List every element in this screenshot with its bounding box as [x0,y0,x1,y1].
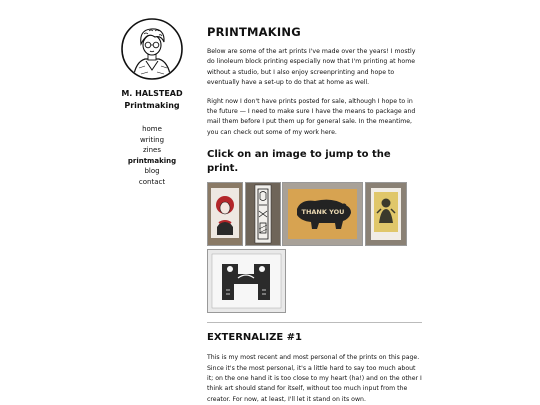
nav-contact[interactable]: contact [138,177,166,186]
section-divider [207,322,422,323]
intro-paragraph: Below are some of the art prints I've made over the years! I mostly do linoleum block printing especially now that I'm printing at home without a studio, but I also enjoy screenprinting and hope to eventually have a set-up to do that at home as well. [207,48,416,87]
main-nav [112,124,192,188]
gallery-heading: Click on an image to jump to the print. [207,149,391,175]
nav-printmaking[interactable]: printmaking [127,156,177,165]
nav-blog[interactable]: blog [144,167,160,176]
intro-paragraph-2: Right now I don't have prints posted for sale, although I hope to in the future — I need to make sure I have the means to package and mail them before I put them up for general sale. In the meantime, you can check out some of my work here. [207,97,416,136]
bear-print-text: THANK YOU [301,208,345,217]
section-title: EXTERNALIZE #1 [207,332,302,344]
print-thumbnail-vertical-figure[interactable] [245,182,281,246]
main-content [207,24,422,405]
print-thumbnail-thank-you-bear[interactable] [282,182,363,246]
nav-writing[interactable]: writing [139,135,165,144]
page-title: PRINTMAKING [207,25,301,39]
print-thumbnail-red-portrait[interactable] [207,182,243,246]
print-gallery [207,182,422,314]
avatar[interactable] [121,18,183,80]
print-thumbnail-yellow-figure[interactable] [365,182,407,246]
site-subtitle: Printmaking [124,101,180,110]
section-paragraph: This is my most recent and most personal of the prints on this page. Since it's the most personal, it's a little hard to say too much about it; on the one hand it is too close to my heart (ha!) and on the other I think art should stand for itself, without too much input from the creator. For now, at least, I'll let it stand on its own. [207,354,422,403]
print-thumbnail-externalize[interactable] [207,249,286,313]
sidebar [112,18,192,188]
site-name: M. HALSTEAD [121,89,183,98]
nav-home[interactable]: home [142,125,162,133]
nav-zines[interactable]: zines [142,146,161,155]
